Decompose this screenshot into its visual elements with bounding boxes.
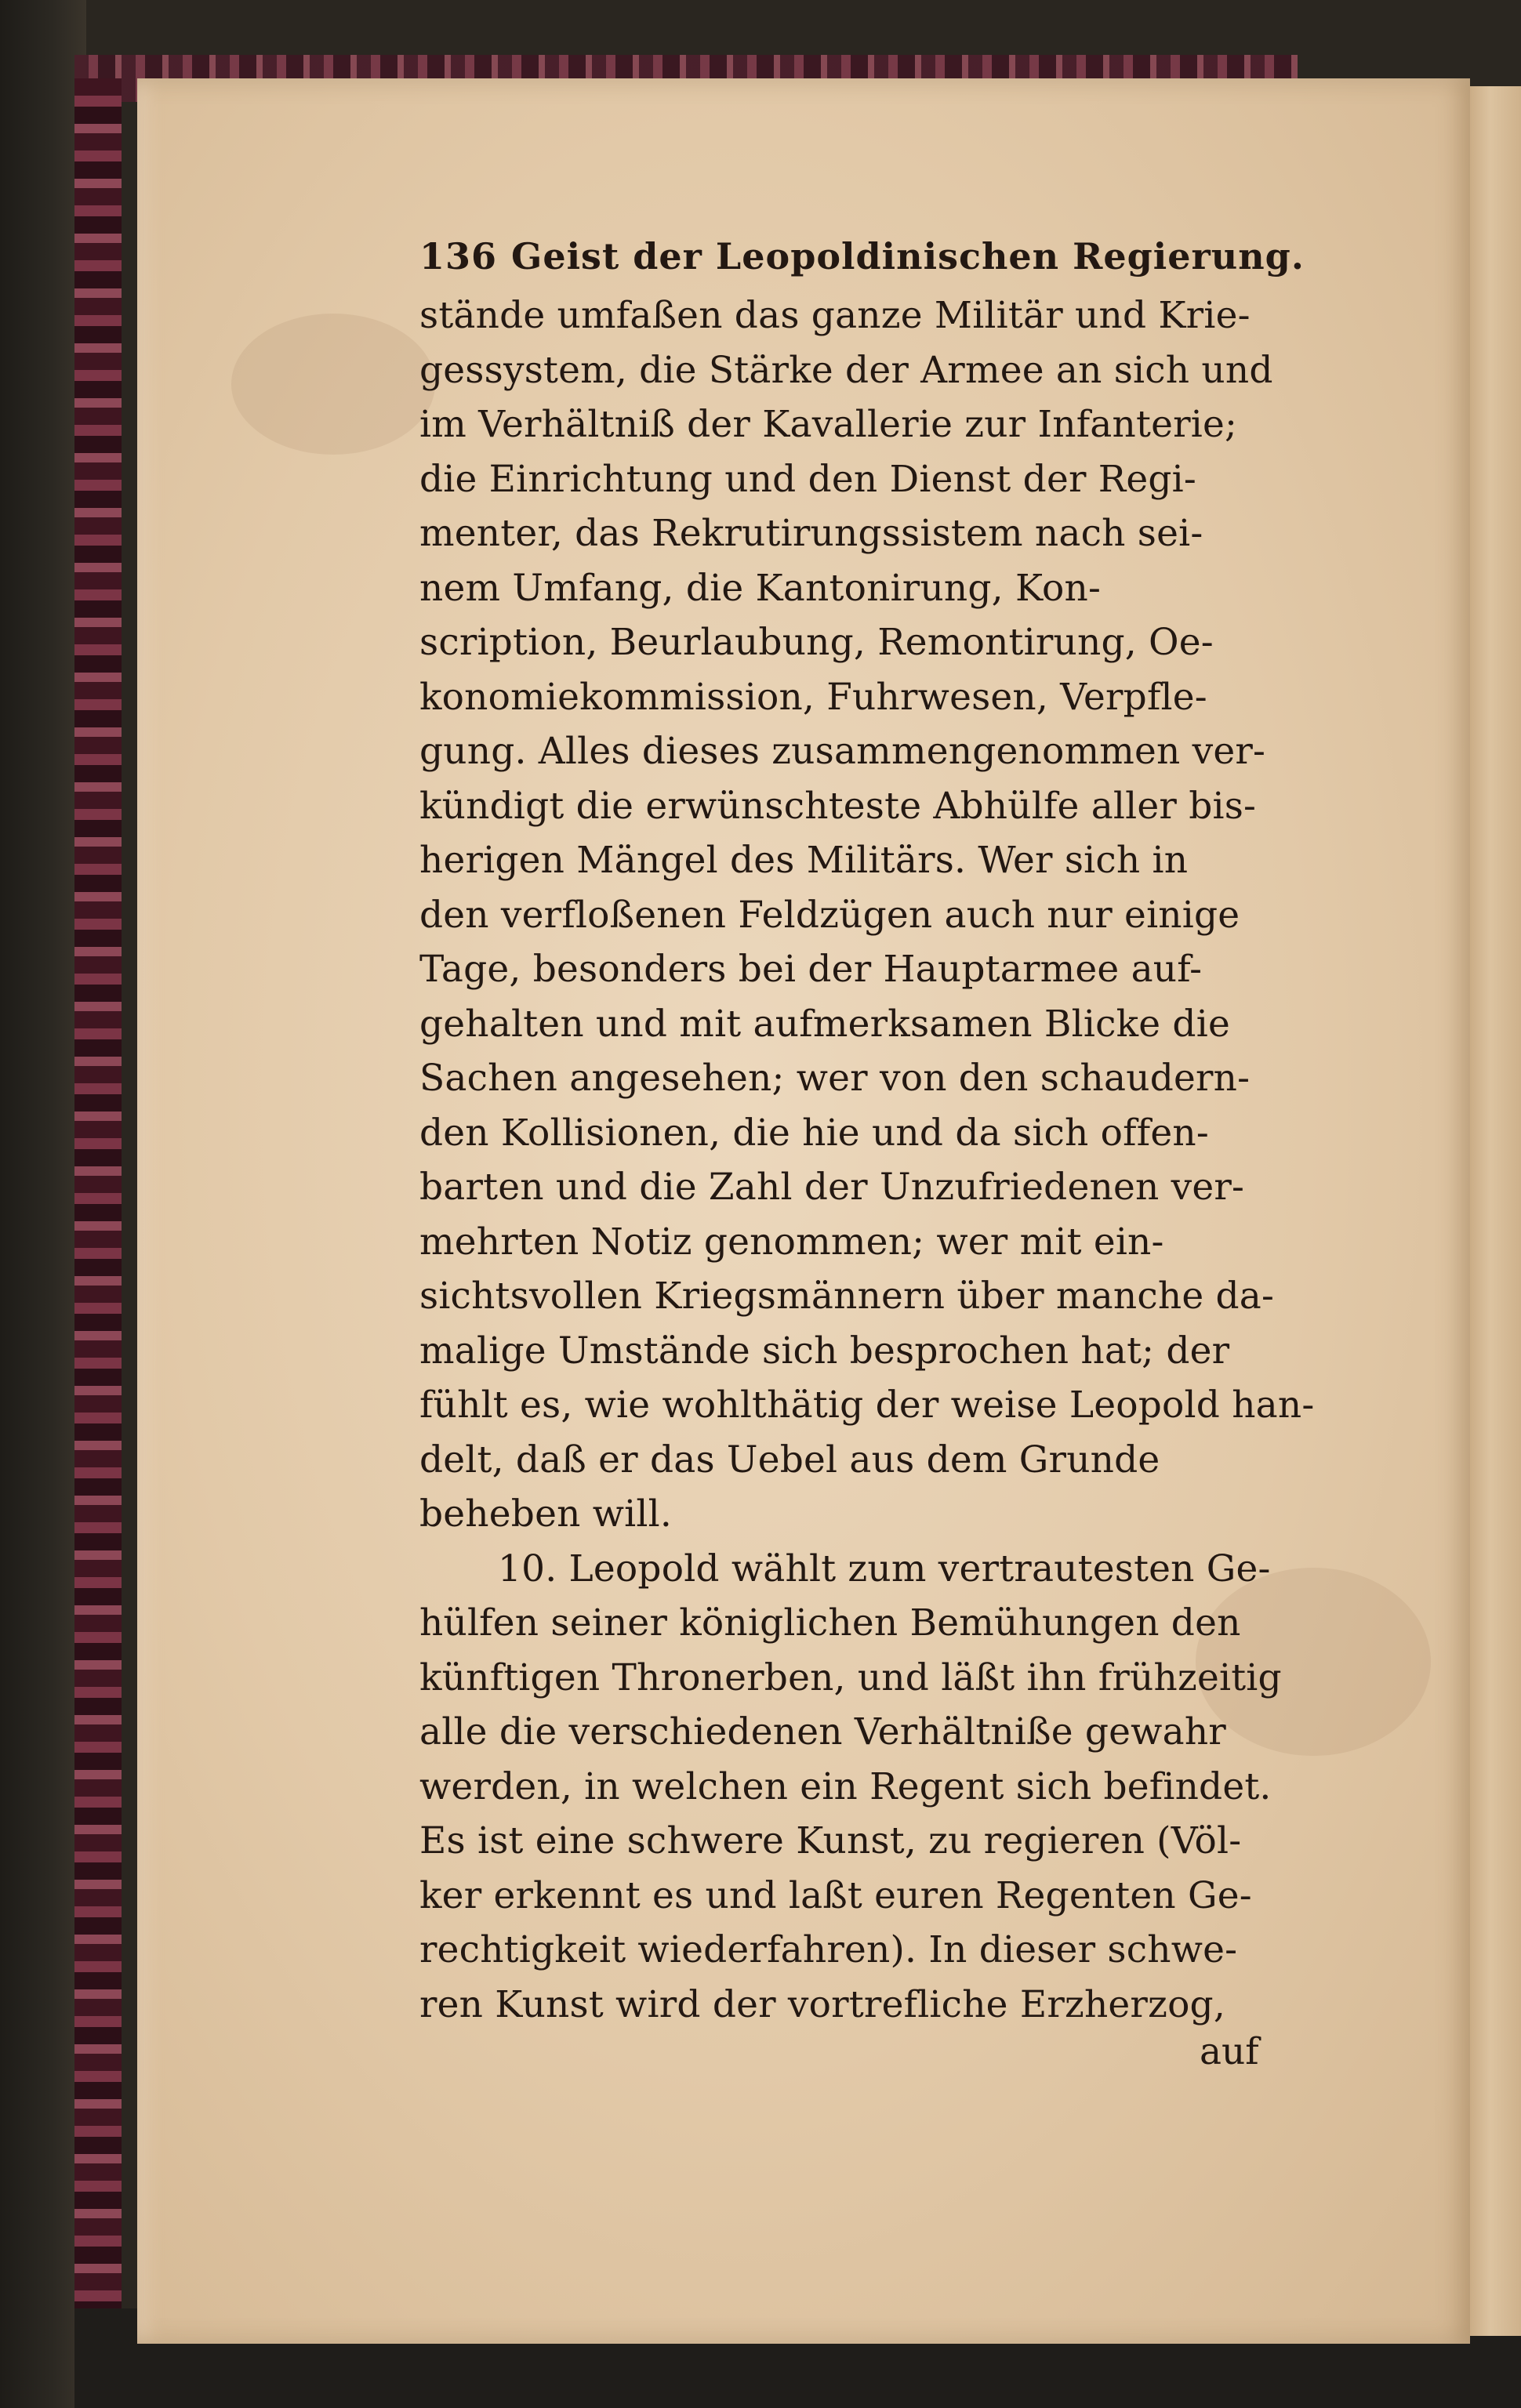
text-line: den Kollisionen, die hie und da sich offen- <box>419 1111 1209 1155</box>
text-line: fühlt es, wie wohlthätig der weise Leopold han- <box>419 1384 1315 1427</box>
text-line: gung. Alles dieses zusammengenommen ver- <box>419 730 1266 773</box>
page-number: 136 <box>419 235 498 277</box>
text-line: im Verhältniß der Kavallerie zur Infanterie; <box>419 403 1238 446</box>
text-line: den verfloßenen Feldzügen auch nur einige <box>419 893 1240 937</box>
text-line: Sachen angesehen; wer von den schaudern- <box>419 1057 1251 1100</box>
running-header <box>419 235 1337 277</box>
text-line: hülfen seiner königlichen Bemühungen den <box>419 1601 1241 1645</box>
text-line: künftigen Thronerben, und läßt ihn frühzeitig <box>419 1656 1282 1699</box>
text-line: herigen Mängel des Militärs. Wer sich in <box>419 839 1189 882</box>
text-line: delt, daß er das Uebel aus dem Grunde <box>419 1438 1160 1481</box>
text-line: Tage, besonders bei der Hauptarmee auf- <box>419 948 1203 991</box>
text-line: die Einrichtung und den Dienst der Regi- <box>419 457 1196 501</box>
background-left <box>0 0 86 2408</box>
text-line: kündigt die erwünschteste Abhülfe aller bis- <box>419 784 1257 828</box>
catchword: auf <box>1200 2030 1259 2073</box>
text-line: beheben will. <box>419 1492 672 1536</box>
text-line: barten und die Zahl der Unzufriedenen ver- <box>419 1166 1245 1209</box>
text-line: malige Umstände sich besprochen hat; der <box>419 1329 1230 1373</box>
text-line: ren Kunst wird der vortrefliche Erzherzog, <box>419 1982 1225 2026</box>
page-text-block <box>419 235 1337 2032</box>
running-title: Geist der Leopoldinischen Regierung. <box>511 235 1305 277</box>
marbled-cover-edge <box>74 78 122 2320</box>
text-line: konomiekommission, Fuhrwesen, Verpfle- <box>419 675 1207 719</box>
text-line: menter, das Rekrutirungssistem nach sei- <box>419 512 1203 555</box>
paragraph-start-line: 10. Leopold wählt zum vertrautesten Ge- <box>498 1547 1271 1590</box>
text-line: stände umfaßen das ganze Militär und Krie- <box>419 294 1251 337</box>
text-line: nem Umfang, die Kantonirung, Kon- <box>419 566 1102 610</box>
text-line: sichtsvollen Kriegsmännern über manche da- <box>419 1275 1275 1318</box>
text-line: alle die verschiedenen Verhältniße gewahr <box>419 1710 1226 1753</box>
text-line: werden, in welchen ein Regent sich befindet. <box>419 1764 1272 1808</box>
text-line: gehalten und mit aufmerksamen Blicke die <box>419 1002 1230 1046</box>
text-line: rechtigkeit wiederfahren). In dieser schwe- <box>419 1928 1238 1971</box>
text-line: mehrten Notiz genommen; wer mit ein- <box>419 1220 1164 1264</box>
text-line: scription, Beurlaubung, Remontirung, Oe- <box>419 621 1214 664</box>
page-gutter-edge <box>1466 86 1521 2336</box>
text-line: ker erkennt es und laßt euren Regenten Ge- <box>419 1873 1252 1917</box>
text-line: gessystem, die Stärke der Armee an sich und <box>419 348 1273 392</box>
text-line: Es ist eine schwere Kunst, zu regieren (Völ- <box>419 1819 1242 1862</box>
paper-stain <box>231 314 435 455</box>
